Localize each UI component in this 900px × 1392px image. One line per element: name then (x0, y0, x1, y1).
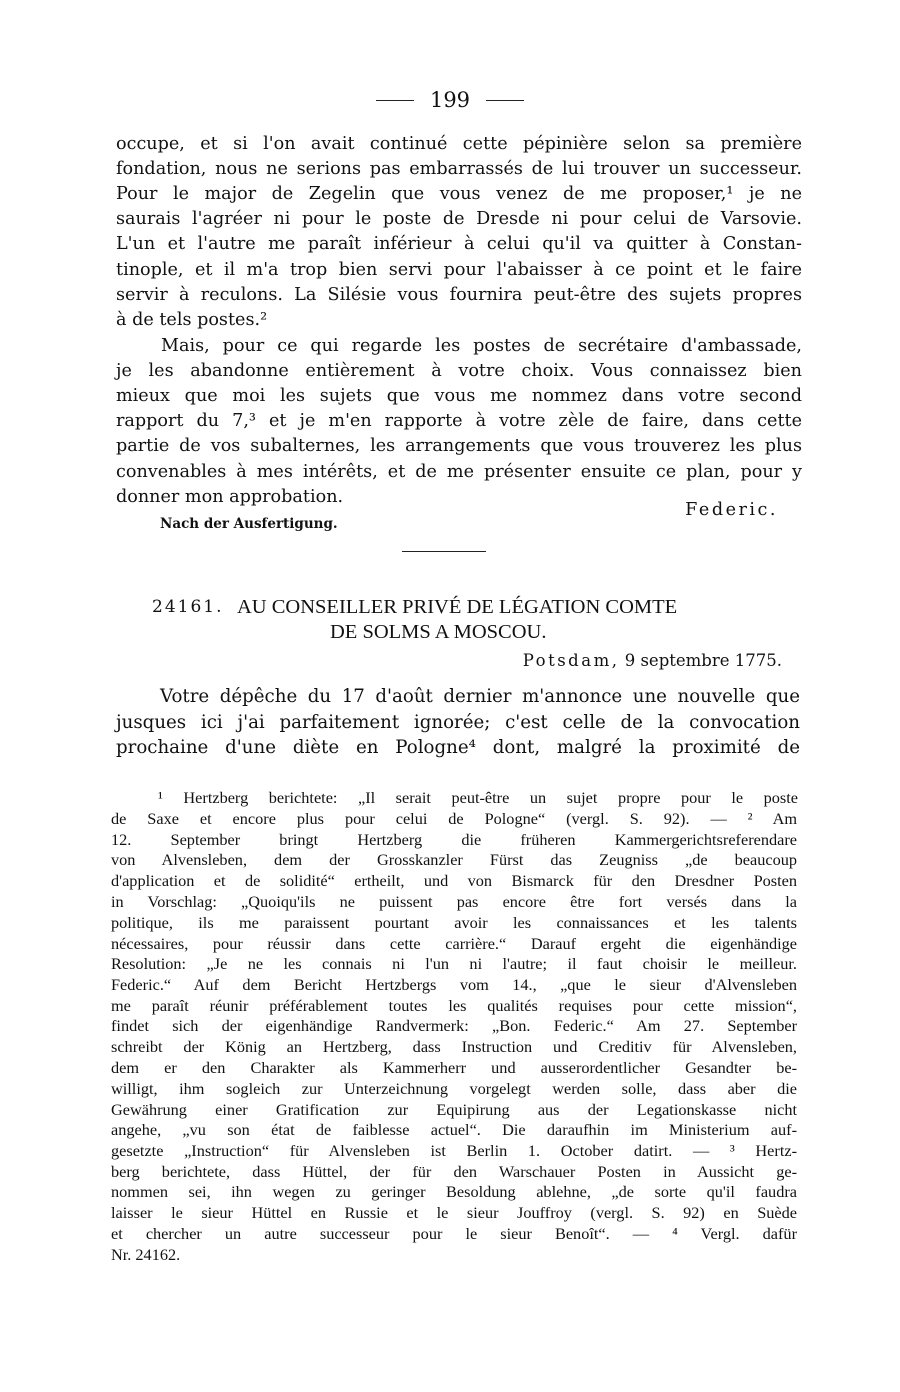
letter-number: 24161. (152, 597, 224, 617)
footnote-line: Gewährung einer Gratification zur Equipirung aus der Legationskasse nicht (111, 1100, 797, 1119)
footnote-line: angehe, „vu son état de faiblesse actuel“. Die daraufhin im Ministerium auf- (111, 1120, 797, 1139)
footnote-line: schreibt der König an Hertzberg, dass Instruction und Creditiv für Alvensleben, (111, 1037, 797, 1056)
letter1-line: je les abandonne entièrement à votre choix. Vous connaissez bien (116, 361, 802, 381)
letter2-line: jusques ici j'ai parfaitement ignorée; c'est celle de la convocation (116, 712, 800, 733)
letter1-line: à de tels postes.² (116, 310, 268, 330)
footnote-line: gesetzte „Instruction“ für Alvensleben ist Berlin 1. October datirt. — ³ Hertz- (111, 1141, 797, 1160)
letter1-line: mieux que moi les sujets que vous me nommez dans votre second (116, 386, 802, 406)
footnote-line: in Vorschlag: „Quoiqu'ils ne puissent pas encore être fort versés dans la (111, 892, 797, 911)
letter1-line: partie de vos subalternes, les arrangements que vous trouverez les plus (116, 436, 802, 456)
date-place: Potsdam, (522, 651, 620, 670)
footnote-line: dem er den Charakter als Kammerherr und ausserordentlicher Gesandter be- (111, 1058, 797, 1077)
letter1-line: tinople, et il m'a trop bien servi pour l'abaisser à ce point et le faire (116, 260, 802, 280)
letter1-line: occupe, et si l'on avait continué cette pépinière selon sa première (116, 134, 802, 154)
letter1-line: L'un et l'autre me paraît inférieur à celui qu'il va quitter à Constan- (116, 234, 802, 254)
page-number-header (0, 86, 900, 114)
letter1-line: donner mon approbation. (116, 487, 344, 507)
footnote-line: 12. September bringt Hertzberg die früheren Kammergerichtsreferendare (111, 830, 797, 849)
footnote-line: von Alvensleben, dem der Grosskanzler Fürst das Zeugniss „de beaucoup (111, 850, 797, 869)
footnote-line: de Saxe et encore plus pour celui de Pologne“ (vergl. S. 92). — ² Am (111, 809, 797, 828)
footnote-line: ¹ Hertzberg berichtete: „Il serait peut-être un sujet propre pour le poste (158, 788, 798, 807)
header-rule-right (486, 100, 524, 101)
footnote-line: Resolution: „Je ne les connais ni l'un ni l'autre; il faut choisir le meilleur. (111, 954, 797, 973)
footnote-line: d'application et de solidité“ ertheilt, und von Bismarck für den Dresdner Posten (111, 871, 797, 890)
section-divider (402, 551, 486, 552)
letter1-line: servir à reculons. La Silésie vous fournira peut-être des sujets propres (116, 285, 802, 305)
footnote-line: et chercher un autre successeur pour le sieur Benoît“. — ⁴ Vergl. dafür (111, 1224, 797, 1243)
footnote-line: nommen sei, ihn wegen zu geringer Besoldung ablehne, „de sorte qu'il faudra (111, 1182, 797, 1201)
letter1-line: Pour le major de Zegelin que vous venez de me proposer,¹ je ne (116, 184, 802, 204)
footnote-line: Nr. 24162. (111, 1245, 181, 1264)
footnote-line: berg berichtete, dass Hüttel, der für den Warschauer Posten in Aussicht ge- (111, 1162, 797, 1181)
footnote-line: findet sich der eigenhändige Randvermerk: „Bon. Federic.“ Am 27. September (111, 1016, 797, 1035)
letter-date (518, 651, 782, 670)
letter-heading-line2: DE SOLMS A MOSCOU. (330, 621, 547, 643)
letter1-line: convenables à mes intérêts, et de me présenter ensuite ce plan, pour y (116, 462, 802, 482)
footnote-line: laisser le sieur Hüttel en Russie et le sieur Jouffroy (vergl. S. 92) en Suède (111, 1203, 797, 1222)
letter-heading-line1: AU CONSEILLER PRIVÉ DE LÉGATION COMTE (237, 596, 678, 618)
date-text: 9 septembre 1775. (624, 651, 782, 670)
letter1-line: rapport du 7,³ et je m'en rapporte à votre zèle de faire, dans cette (116, 411, 802, 431)
header-rule-left (376, 100, 414, 101)
footnote-line: Federic.“ Auf dem Bericht Hertzbergs vom 14., „que le sieur d'Alvensleben (111, 975, 797, 994)
letter1-line: saurais l'agréer ni pour le poste de Dresde ni pour celui de Varsovie. (116, 209, 802, 229)
signature: Federic. (685, 500, 778, 520)
letter2-line: Votre dépêche du 17 d'août dernier m'annonce une nouvelle que (160, 686, 800, 707)
footnote-line: nécessaires, pour réussir dans cette carrière.“ Darauf ergeht die eigenhändige (111, 934, 797, 953)
footnote-line: politique, ils me paraissent pourtant avoir les connaissances et les talents (111, 913, 797, 932)
source-note: Nach der Ausfertigung. (160, 516, 338, 532)
letter1-line: Mais, pour ce qui regarde les postes de secrétaire d'ambassade, (161, 336, 802, 356)
letter1-line: fondation, nous ne serions pas embarrassés de lui trouver un successeur. (116, 159, 802, 179)
footnote-line: me paraît réunir préférablement toutes les qualités requises pour cette mission“, (111, 996, 797, 1015)
footnote-line: willigt, ihm sogleich zur Unterzeichnung vorgelegt werden solle, dass aber die (111, 1079, 797, 1098)
page-number: 199 (429, 88, 471, 112)
letter2-line: prochaine d'une diète en Pologne⁴ dont, malgré la proximité de (116, 737, 800, 758)
